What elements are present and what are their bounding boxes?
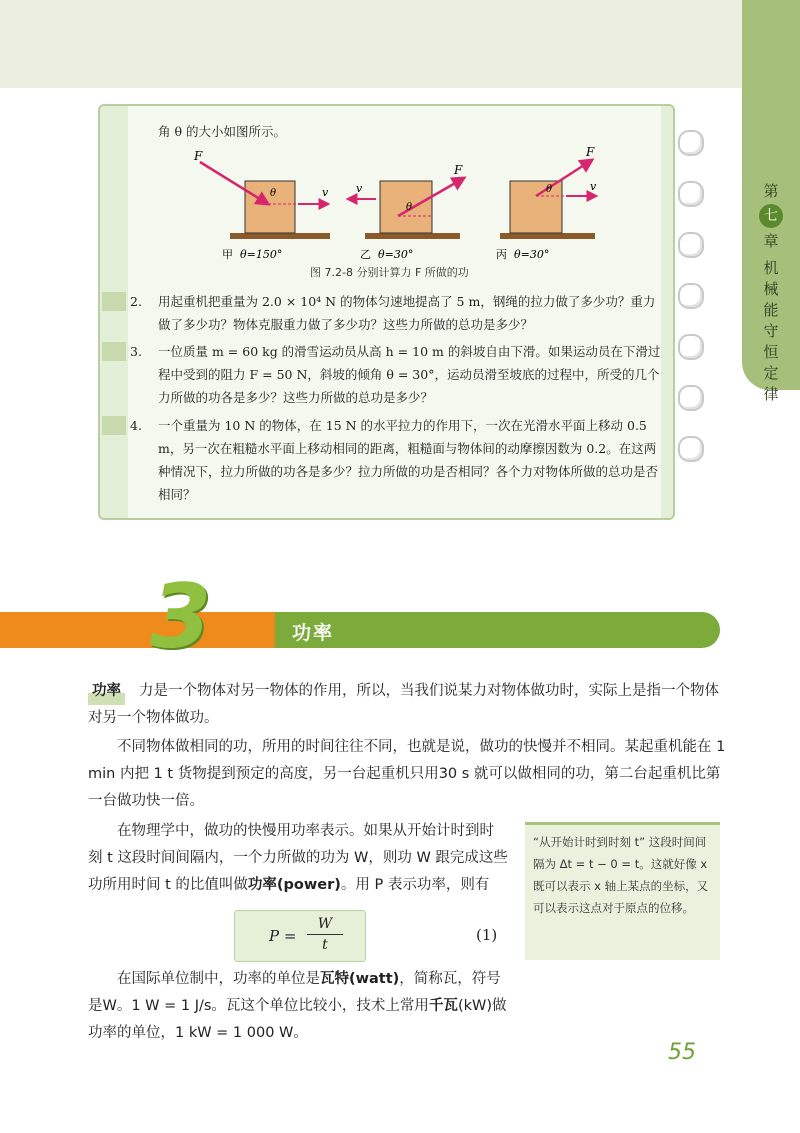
paragraph-text: 力是一个物体对另一物体的作用，所以，当我们说某力对物体做功时，实际上是指一个物体对另一个物体做功。 [88, 683, 719, 726]
chapter-suffix: 章 [763, 232, 779, 250]
paragraph-1 [88, 678, 728, 732]
side-note-text: “从开始计时到时刻 t” 这段时间间隔为 Δt = t − 0 = t。这就好像 x 既可以表示 x 轴上某点的坐标，又可以表示这点对于原点的位移。 [533, 835, 709, 915]
exercise-intro: 角 θ 的大小如图所示。 [158, 124, 286, 139]
section-title: 功率 [292, 622, 335, 644]
problem-number-bar [102, 292, 126, 311]
theta-label: θ [406, 202, 413, 213]
chapter-side-tab [742, 0, 800, 403]
binder-ring [678, 181, 704, 207]
velocity-label: v [356, 182, 363, 195]
panel-label: 丙 [496, 248, 507, 261]
problem-number: 4. [130, 418, 142, 433]
paragraph-4 [88, 966, 508, 1047]
problem-item [98, 414, 671, 510]
binder-ring [678, 436, 704, 462]
paragraph-text: ，简称瓦，符号是W。1 W = 1 J/s。瓦这个单位比较小，技术上常用 [88, 971, 501, 1014]
ground [500, 233, 595, 239]
figure-panel-jia [193, 149, 330, 261]
velocity-label: v [590, 180, 597, 193]
formula-fraction [307, 916, 343, 953]
panel-angle: θ=30° [378, 248, 414, 261]
panel-label: 甲 [222, 248, 233, 261]
section-header [0, 565, 720, 668]
section-bar-orange [0, 612, 275, 648]
power-formula [234, 910, 366, 962]
ground [365, 233, 460, 239]
paragraph-text: 在国际单位制中，功率的单位是 [117, 971, 320, 987]
paragraph-text: 在物理学中，做功的快慢用功率表示。如果从开始计时到时刻 t 这段时间间隔内，一个力所做的功为 W，则功 W 跟完成这些功所用时间 t 的比值叫做 [88, 823, 508, 893]
force-arrow [536, 160, 592, 196]
term-watt: 瓦特(watt) [320, 971, 400, 987]
ground [230, 233, 330, 239]
binder-ring [678, 232, 704, 258]
force-label: F [586, 145, 595, 159]
paragraph-3 [88, 818, 508, 899]
chapter-topic [742, 258, 800, 405]
problem-item [98, 340, 671, 412]
chapter-number-badge: 七 [759, 204, 783, 228]
problem-item [98, 290, 671, 338]
panel-angle: θ=30° [514, 248, 550, 261]
binder-ring [678, 283, 704, 309]
paragraph-2 [88, 734, 728, 815]
header-band [0, 0, 742, 88]
panel-angle: θ=150° [240, 248, 283, 261]
formula-lhs: P = [269, 927, 297, 945]
force-label: F [454, 163, 463, 177]
term-kilowatt: 千瓦 [428, 998, 458, 1014]
theta-label: θ [270, 188, 277, 199]
binder-rings [678, 130, 708, 487]
problem-number-bar [102, 342, 126, 361]
section-bar-green [275, 612, 720, 648]
paragraph-text: 。用 P 表示功率，则有 [340, 877, 490, 893]
problem-text: 用起重机把重量为 2.0 × 10⁴ N 的物体匀速地提高了 5 m，钢绳的拉力做了多少功？重力做了多少功？物体克服重力做了多少功？这些力所做的总功是多少？ [158, 294, 656, 332]
formula-number: (1) [476, 926, 498, 944]
binder-ring [678, 334, 704, 360]
side-note [525, 822, 720, 960]
figure-caption: 图 7.2-8 分别计算力 F 所做的功 [310, 266, 469, 279]
term-gonglv: 功率 [88, 678, 125, 705]
page-number: 55 [668, 1040, 696, 1065]
section-number: 3 [150, 565, 212, 668]
theta-label: θ [546, 184, 553, 195]
formula-numerator: W [317, 916, 333, 932]
figure-panel-yi [348, 163, 464, 261]
block [510, 181, 562, 233]
problem-number: 2. [130, 294, 142, 309]
problem-number-bar [102, 416, 126, 435]
term-power: 功率(power) [247, 877, 341, 893]
paragraph-text: 不同物体做相同的功，所用的时间往往不同，也就是说，做功的快慢并不相同。某起重机能在 1 min 内把 1 t 货物提到预定的高度，另一台起重机只用30 s 就可以做相同的功，第二台起重机比第一台做功快一倍。 [88, 739, 726, 809]
binder-ring [678, 130, 704, 156]
force-diagram [194, 145, 610, 268]
figure-panel-bing [496, 145, 597, 261]
fraction-line [307, 934, 343, 935]
chapter-topic-text: 机械能守恒定律 [763, 259, 779, 403]
problem-number: 3. [130, 344, 142, 359]
problem-text: 一个重量为 10 N 的物体，在 15 N 的水平拉力的作用下，一次在光滑水平面上移动 0.5 m，另一次在粗糙水平面上移动相同的距离，粗糙面与物体间的动摩擦因数为 0.2。在这两种情况下，拉力所做的功各是多少？拉力所做的功是否相同？各个力对物体所做的总功是否相同？ [158, 418, 659, 502]
force-label: F [194, 149, 203, 163]
problem-text: 一位质量 m = 60 kg 的滑雪运动员从高 h = 10 m 的斜坡自由下滑。如果运动员在下滑过程中受到的阻力 F = 50 N，斜坡的倾角 θ = 30°，运动员滑至坡底的过程中，所受的几个力所做的功各是多少？这些力所做的总功是多少？ [158, 344, 661, 405]
binder-ring [678, 385, 704, 411]
paragraph-text: (kW)做功率的单位，1 kW = 1 000 W。 [88, 998, 507, 1041]
velocity-label: v [322, 186, 329, 199]
panel-label: 乙 [360, 248, 371, 261]
formula-denominator: t [322, 937, 328, 953]
chapter-prefix: 第 [763, 182, 779, 200]
